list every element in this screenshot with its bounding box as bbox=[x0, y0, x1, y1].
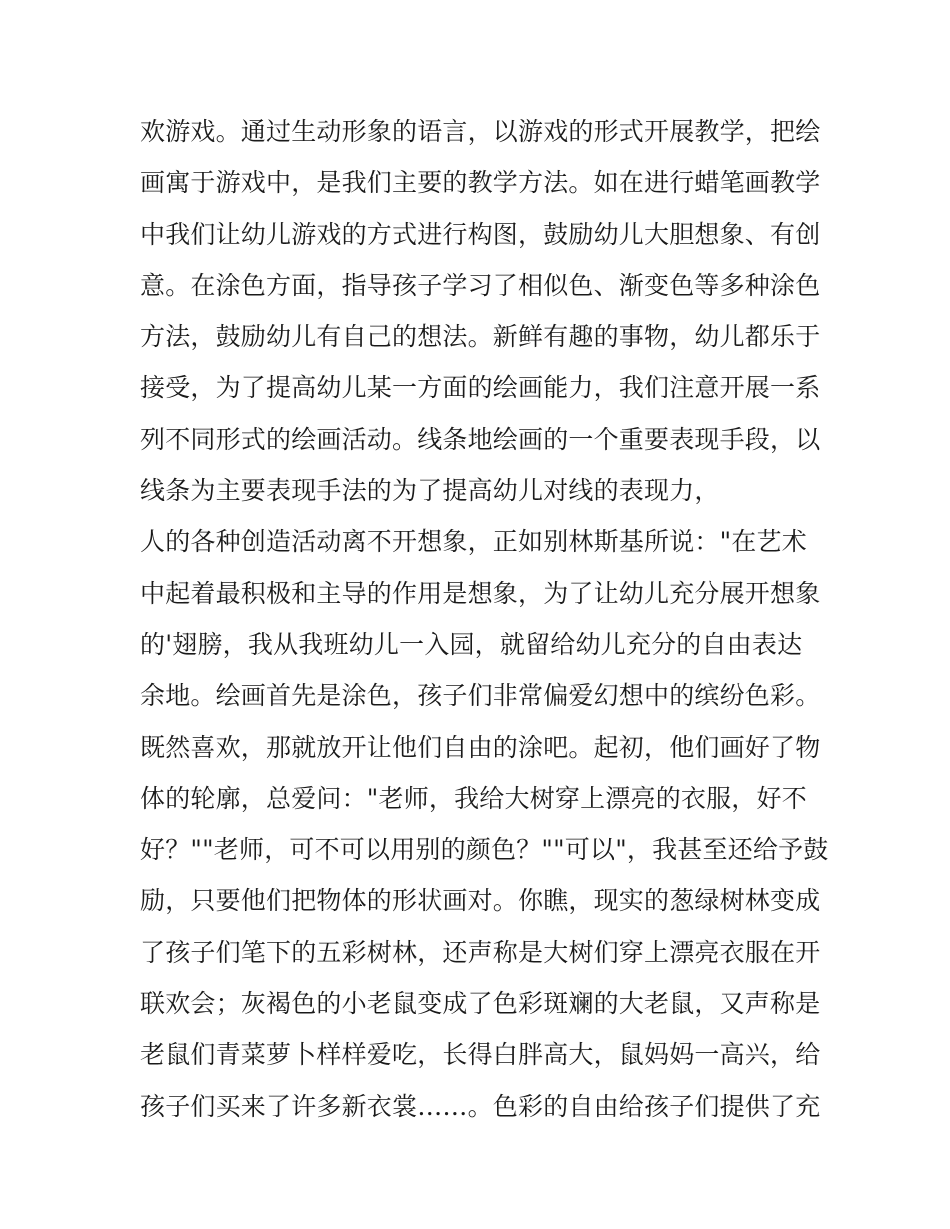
text-line: 的'翅膀，我从我班幼儿一入园，就留给幼儿充分的自由表达 bbox=[140, 629, 803, 659]
text-line: 接受，为了提高幼儿某一方面的绘画能力，我们注意开展一系 bbox=[140, 373, 821, 403]
text-line: 画寓于游戏中，是我们主要的教学方法。如在进行蜡笔画教学 bbox=[140, 168, 821, 198]
text-line: 联欢会；灰褐色的小老鼠变成了色彩斑斓的大老鼠，又声称是 bbox=[140, 989, 821, 1019]
text-line: 中起着最积极和主导的作用是想象，为了让幼儿充分展开想象 bbox=[140, 578, 821, 608]
text-line: 中我们让幼儿游戏的方式进行构图，鼓励幼儿大胆想象、有创 bbox=[140, 219, 821, 249]
text-line: 列不同形式的绘画活动。线条地绘画的一个重要表现手段，以 bbox=[140, 424, 821, 454]
text-line: 孩子们买来了许多新衣裳……。色彩的自由给孩子们提供了充 bbox=[140, 1091, 821, 1121]
text-line: 方法，鼓励幼儿有自己的想法。新鲜有趣的事物，幼儿都乐于 bbox=[140, 322, 821, 352]
text-line: 了孩子们笔下的五彩树林，还声称是大树们穿上漂亮衣服在开 bbox=[140, 937, 821, 967]
text-line: 体的轮廓，总爱问："老师，我给大树穿上漂亮的衣服，好不 bbox=[140, 783, 807, 813]
text-line: 励，只要他们把物体的形状画对。你瞧，现实的葱绿树林变成 bbox=[140, 886, 821, 916]
text-line: 好？""老师，可不可以用别的颜色？""可以"，我甚至还给予鼓 bbox=[140, 835, 829, 865]
text-line: 余地。绘画首先是涂色，孩子们非常偏爱幻想中的缤纷色彩。 bbox=[140, 681, 821, 711]
body-text bbox=[140, 106, 829, 1132]
text-line: 线条为主要表现手法的为了提高幼儿对线的表现力， bbox=[140, 476, 720, 506]
text-line: 老鼠们青菜萝卜样样爱吃，长得白胖高大，鼠妈妈一高兴，给 bbox=[140, 1040, 821, 1070]
text-line: 人的各种创造活动离不开想象，正如别林斯基所说："在艺术 bbox=[140, 527, 807, 557]
text-line: 意。在涂色方面，指导孩子学习了相似色、渐变色等多种涂色 bbox=[140, 270, 821, 300]
text-line: 欢游戏。通过生动形象的语言，以游戏的形式开展教学，把绘 bbox=[140, 117, 821, 146]
text-line: 既然喜欢，那就放开让他们自由的涂吧。起初，他们画好了物 bbox=[140, 732, 821, 762]
